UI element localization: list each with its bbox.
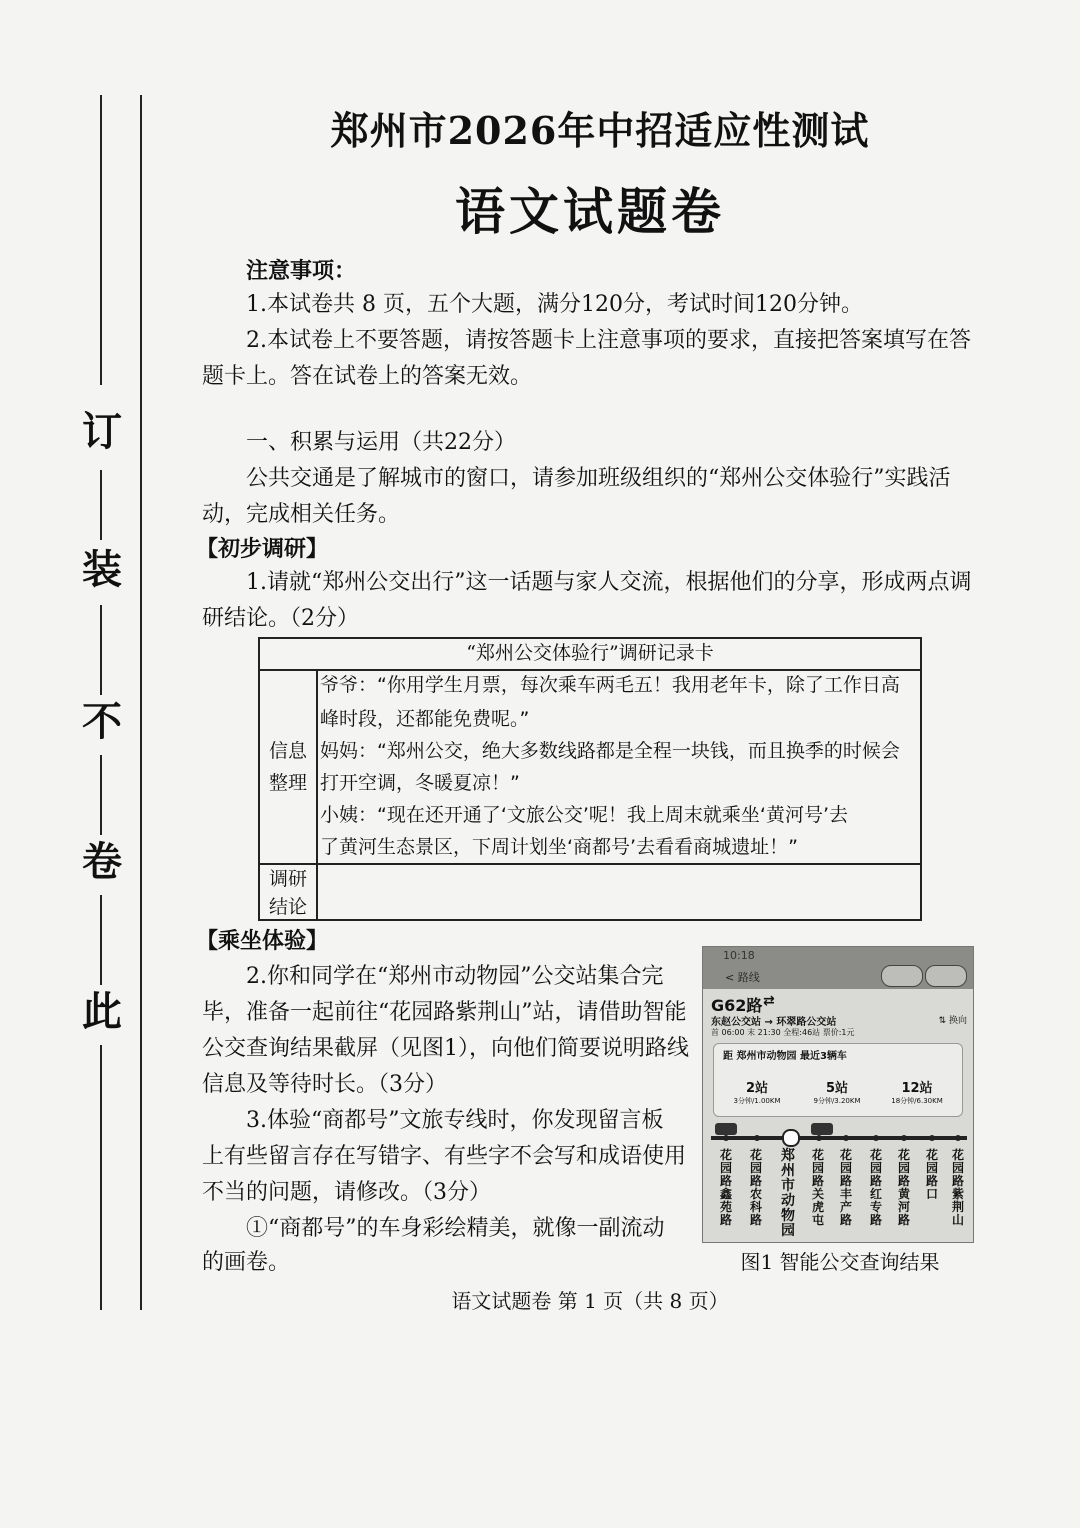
arrival-stops: 12站 (901, 1081, 933, 1096)
question-2-cont: 信息及等待时长。（3分） (202, 1072, 447, 1097)
binding-dash (100, 605, 102, 695)
station-label: 花园路丰产路 (839, 1148, 852, 1227)
more-button[interactable] (925, 965, 967, 987)
notes-item-2: 2.本试卷上不要答题，请按答题卡上注意事项的要求，直接把答案填写在答 (246, 328, 971, 353)
arrival-stops: 2站 (745, 1081, 769, 1096)
route-name: G62路 (711, 996, 763, 1015)
station-label: 花园路黄河路 (897, 1148, 910, 1227)
question-1: 1.请就“郑州公交出行”这一话题与家人交流，根据他们的分享，形成两点调 (246, 570, 972, 595)
binding-char: 装 (82, 546, 122, 593)
ride-tag: 【乘坐体验】 (196, 928, 329, 954)
card-line: 爷爷：“你用学生月票，每次乘车两毛五！我用老年卡，除了工作日高 (320, 674, 900, 696)
figure-caption: 图1 智能公交查询结果 (740, 1250, 940, 1274)
sentence-1: ①“商都号”的车身彩绘精美，就像一副流动 (246, 1216, 665, 1241)
card-conclusion-head: 结论 (268, 896, 307, 918)
station-label: 花园路紫荆山 (951, 1148, 964, 1227)
station-label: 花园路鑫苑路 (719, 1148, 732, 1227)
station-label: 花园路农科路 (749, 1148, 762, 1227)
card-line: 峰时段，还都能免费呢。” (320, 708, 530, 730)
card-line: 打开空调，冬暖夏凉！” (320, 772, 520, 794)
binding-char: 此 (82, 988, 122, 1035)
arrival-detail: 18分钟/6.30KM (891, 1097, 943, 1105)
question-2: 2.你和同学在“郑州市动物园”公交站集合完 (246, 964, 664, 989)
route-direction: 东赵公交站 → 环翠路公交站 (711, 1017, 837, 1028)
research-tag: 【初步调研】 (196, 536, 329, 562)
back-button[interactable]: < 路线 (725, 971, 760, 984)
section-intro: 公共交通是了解城市的窗口，请参加班级组织的“郑州公交体验行”实践活 (246, 466, 951, 491)
question-3-cont: 上有些留言存在写错字、有些字不会写和成语使用 (202, 1144, 687, 1169)
card-divider (260, 863, 920, 865)
binding-dash (100, 95, 102, 385)
binding-char: 订 (82, 408, 122, 455)
card-line: 小姨：“现在还开通了‘文旅公交’呢！我上周末就乘坐‘黄河号’去 (320, 804, 849, 826)
binding-char: 不 (82, 698, 122, 745)
arrival-detail: 3分钟/1.00KM (733, 1097, 781, 1105)
binding-dash (100, 470, 102, 540)
exam-subtitle: 语文试题卷 (455, 182, 725, 241)
stop-dot (873, 1135, 879, 1141)
binding-line (140, 95, 142, 1310)
notes-heading: 注意事项： (246, 258, 357, 284)
stop-dot (754, 1135, 760, 1141)
arrival-stops: 5站 (825, 1081, 849, 1096)
card-line: 了黄河生态景区，下周计划坐‘商都号’去看看商城遗址！” (320, 836, 798, 858)
station-label: 花园路口 (925, 1148, 938, 1201)
status-time: 10:18 (723, 949, 755, 962)
current-stop-marker (782, 1129, 800, 1147)
card-title: “郑州公交体验行”调研记录卡 (260, 639, 920, 671)
card-divider (316, 669, 318, 919)
card-info-head: 整理 (268, 772, 307, 794)
exam-title: 郑州市2026年中招适应性测试 (330, 108, 870, 153)
stop-dot (901, 1135, 907, 1141)
arrival-detail: 9分钟/3.20KM (813, 1097, 861, 1105)
binding-char: 卷 (82, 838, 122, 885)
notes-item-2-cont: 题卡上。答在试卷上的答案无效。 (202, 364, 533, 389)
question-1-cont: 研结论。（2分） (202, 606, 359, 631)
stop-dot (723, 1135, 729, 1141)
bus-query-screenshot (702, 946, 974, 1243)
stop-dot (816, 1135, 822, 1141)
page-footer: 语文试题卷 第 1 页（共 8 页） (451, 1289, 729, 1313)
station-label: 花园路关虎屯 (811, 1148, 824, 1227)
stop-dot (955, 1135, 961, 1141)
notes-item-1: 1.本试卷共 8 页，五个大题，满分120分，考试时间120分钟。 (246, 292, 863, 317)
card-info-head: 信息 (268, 740, 307, 762)
card-line: 妈妈：“郑州公交，绝大多数线路都是全程一块钱，而且换季的时候会 (320, 740, 900, 762)
binding-dash (100, 895, 102, 985)
switch-direction-button[interactable]: ⇅ 换向 (938, 1016, 967, 1026)
binding-dash (100, 1045, 102, 1310)
sentence-1-cont: 的画卷。 (202, 1250, 291, 1275)
question-3: 3.体验“商都号”文旅专线时，你发现留言板 (246, 1108, 664, 1133)
question-2-cont: 毕，准备一起前往“花园路紫荆山”站，请借助智能 (202, 1000, 687, 1025)
section-intro-cont: 动，完成相关任务。 (202, 502, 401, 527)
question-3-cont: 不当的问题，请修改。（3分） (202, 1180, 491, 1205)
section-heading: 一、积累与运用（共22分） (246, 430, 516, 455)
question-2-cont: 公交查询结果截屏（见图1），向他们简要说明路线 (202, 1036, 689, 1061)
bus-icon (811, 1123, 833, 1135)
favorite-button[interactable] (881, 965, 923, 987)
refresh-icon[interactable]: ⇄ (763, 993, 775, 1009)
card-conclusion-head: 调研 (268, 868, 307, 890)
station-label: 花园路红专路 (869, 1148, 882, 1227)
stop-dot (843, 1135, 849, 1141)
arrival-distance: 距 郑州市动物园 最近3辆车 (723, 1051, 847, 1062)
route-meta: 首 06:00 末 21:30 全程:46站 票价:1元 (711, 1028, 855, 1037)
bus-icon (715, 1123, 737, 1135)
station-label-current: 郑州市动物园 (781, 1148, 795, 1239)
stop-dot (929, 1135, 935, 1141)
binding-dash (100, 755, 102, 835)
